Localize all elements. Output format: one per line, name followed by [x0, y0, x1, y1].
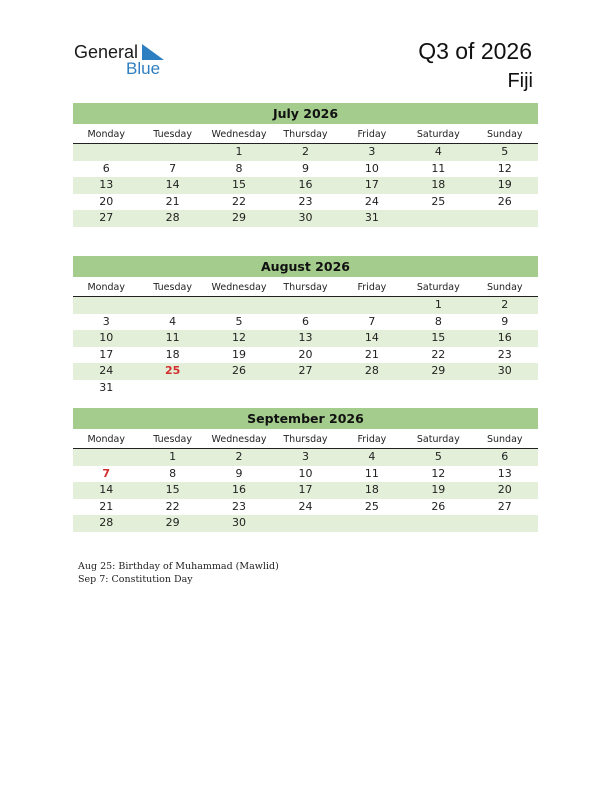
day-cell: 22 — [165, 499, 180, 513]
holiday-note: Sep 7: Constitution Day — [78, 574, 193, 585]
day-cell: 19 — [497, 178, 512, 191]
day-cell — [73, 297, 139, 314]
day-cell: 19 — [232, 347, 247, 361]
day-cell: 8 — [235, 161, 243, 175]
day-cell — [139, 380, 205, 397]
holiday-day-cell: 25 — [164, 364, 181, 377]
day-cell — [272, 297, 338, 314]
day-cell: 18 — [364, 483, 379, 496]
weekday-header-row — [73, 279, 538, 297]
day-cell: 12 — [232, 331, 247, 344]
week-row — [73, 210, 538, 227]
week-row — [73, 297, 538, 314]
week-row — [73, 363, 538, 380]
day-cell: 23 — [232, 499, 247, 513]
day-cell: 6 — [301, 314, 309, 328]
day-cell: 20 — [99, 194, 114, 208]
day-cell: 16 — [232, 483, 247, 496]
month-header: September 2026 — [73, 408, 538, 429]
day-cell: 26 — [431, 499, 446, 513]
day-cell: 18 — [431, 178, 446, 191]
day-cell: 26 — [497, 194, 512, 208]
day-cell: 27 — [497, 499, 512, 513]
day-cell: 21 — [364, 347, 379, 361]
weekday-label: Wednesday — [211, 129, 267, 140]
weekday-label: Tuesday — [153, 282, 192, 293]
weeks-container — [73, 297, 538, 396]
day-cell: 29 — [165, 516, 180, 529]
week-row — [73, 482, 538, 499]
weekday-label: Wednesday — [211, 434, 267, 445]
day-cell: 17 — [99, 347, 114, 361]
week-row — [73, 380, 538, 397]
day-cell: 28 — [99, 516, 114, 529]
day-cell: 8 — [169, 466, 177, 480]
country-name: Fiji — [507, 70, 533, 92]
weekday-label: Sunday — [486, 129, 523, 140]
day-cell: 12 — [431, 466, 446, 480]
day-cell: 13 — [99, 178, 114, 191]
day-cell: 7 — [169, 161, 177, 175]
day-cell: 1 — [434, 298, 442, 311]
day-cell: 10 — [364, 161, 379, 175]
weekday-label: Monday — [87, 282, 125, 293]
day-cell: 15 — [165, 483, 180, 496]
day-cell: 22 — [232, 194, 247, 208]
day-cell: 14 — [165, 178, 180, 191]
day-cell: 6 — [501, 450, 509, 463]
weekday-label: Tuesday — [153, 434, 192, 445]
day-cell: 23 — [497, 347, 512, 361]
day-cell: 28 — [165, 211, 180, 224]
day-cell: 24 — [99, 364, 114, 377]
holiday-note: Aug 25: Birthday of Muhammad (Mawlid) — [78, 561, 279, 572]
month-calendar-july — [73, 103, 538, 227]
weekday-header-row — [73, 431, 538, 449]
day-cell: 25 — [431, 194, 446, 208]
day-cell: 24 — [298, 499, 313, 513]
day-cell: 1 — [169, 450, 177, 463]
day-cell — [339, 297, 405, 314]
day-cell — [139, 297, 205, 314]
day-cell: 7 — [368, 314, 376, 328]
day-cell: 22 — [431, 347, 446, 361]
month-header: August 2026 — [73, 256, 538, 277]
day-cell: 31 — [99, 380, 114, 394]
page-title: Q3 of 2026 — [418, 38, 532, 64]
weekday-label: Thursday — [283, 434, 328, 445]
day-cell: 11 — [431, 161, 446, 175]
weekday-label: Thursday — [283, 129, 328, 140]
day-cell: 3 — [301, 450, 309, 463]
day-cell: 25 — [364, 499, 379, 513]
day-cell — [472, 515, 538, 532]
day-cell — [472, 380, 538, 397]
day-cell: 15 — [431, 331, 446, 344]
day-cell: 31 — [364, 211, 379, 224]
day-cell: 5 — [235, 314, 243, 328]
day-cell: 2 — [501, 298, 509, 311]
day-cell: 8 — [434, 314, 442, 328]
week-row — [73, 347, 538, 364]
day-cell: 3 — [102, 314, 110, 328]
weekday-label: Wednesday — [211, 282, 267, 293]
day-cell: 29 — [232, 211, 247, 224]
day-cell: 14 — [99, 483, 114, 496]
generalblue-logo — [74, 42, 174, 78]
day-cell — [206, 297, 272, 314]
weekday-header-row — [73, 126, 538, 144]
day-cell: 21 — [99, 499, 114, 513]
day-cell: 10 — [99, 331, 114, 344]
day-cell — [339, 380, 405, 397]
day-cell: 14 — [364, 331, 379, 344]
day-cell: 13 — [497, 466, 512, 480]
week-row — [73, 330, 538, 347]
day-cell: 9 — [235, 466, 243, 480]
day-cell: 29 — [431, 364, 446, 377]
day-cell: 3 — [368, 145, 376, 158]
day-cell: 2 — [235, 450, 243, 463]
day-cell: 10 — [298, 466, 313, 480]
day-cell: 4 — [169, 314, 177, 328]
day-cell: 28 — [364, 364, 379, 377]
weekday-label: Friday — [357, 282, 387, 293]
day-cell: 24 — [364, 194, 379, 208]
day-cell: 16 — [298, 178, 313, 191]
day-cell: 20 — [298, 347, 313, 361]
day-cell: 19 — [431, 483, 446, 496]
day-cell — [272, 515, 338, 532]
week-row — [73, 314, 538, 331]
day-cell: 13 — [298, 331, 313, 344]
weekday-label: Friday — [357, 434, 387, 445]
holiday-day-cell: 7 — [102, 466, 111, 480]
day-cell — [405, 210, 471, 227]
day-cell: 16 — [497, 331, 512, 344]
day-cell — [73, 449, 139, 466]
week-row — [73, 144, 538, 161]
day-cell: 6 — [102, 161, 110, 175]
day-cell — [339, 515, 405, 532]
weekday-label: Sunday — [486, 434, 523, 445]
weekday-label: Saturday — [416, 129, 460, 140]
month-header: July 2026 — [73, 103, 538, 124]
weekday-label: Saturday — [416, 282, 460, 293]
day-cell: 23 — [298, 194, 313, 208]
day-cell: 30 — [232, 516, 247, 529]
day-cell: 4 — [368, 450, 376, 463]
day-cell: 30 — [497, 364, 512, 377]
day-cell: 20 — [497, 483, 512, 496]
week-row — [73, 466, 538, 483]
day-cell: 5 — [434, 450, 442, 463]
day-cell — [472, 210, 538, 227]
weekday-label: Saturday — [416, 434, 460, 445]
week-row — [73, 449, 538, 466]
day-cell: 27 — [298, 364, 313, 377]
logo-text-blue: Blue — [126, 59, 161, 78]
day-cell — [405, 515, 471, 532]
day-cell: 11 — [165, 331, 180, 344]
week-row — [73, 515, 538, 532]
day-cell — [139, 144, 205, 161]
day-cell: 21 — [165, 194, 180, 208]
day-cell: 9 — [301, 161, 309, 175]
weekday-label: Sunday — [486, 282, 523, 293]
logo-text-general: General — [74, 42, 139, 62]
weekday-label: Monday — [87, 434, 125, 445]
day-cell — [405, 380, 471, 397]
day-cell: 1 — [235, 145, 243, 158]
month-calendar-september — [73, 408, 538, 532]
weekday-label: Tuesday — [153, 129, 192, 140]
day-cell: 12 — [497, 161, 512, 175]
week-row — [73, 161, 538, 178]
day-cell: 9 — [501, 314, 509, 328]
month-calendar-august — [73, 256, 538, 396]
day-cell: 2 — [301, 145, 309, 158]
logo-triangle-icon — [142, 44, 164, 60]
day-cell: 4 — [434, 145, 442, 158]
week-row — [73, 499, 538, 516]
weekday-label: Friday — [357, 129, 387, 140]
day-cell: 17 — [298, 483, 313, 496]
day-cell: 27 — [99, 211, 114, 224]
day-cell: 18 — [165, 347, 180, 361]
day-cell: 26 — [232, 364, 247, 377]
day-cell: 30 — [298, 211, 313, 224]
weekday-label: Monday — [87, 129, 125, 140]
weekday-label: Thursday — [283, 282, 328, 293]
holiday-notes — [78, 560, 279, 586]
day-cell: 15 — [232, 178, 247, 191]
weeks-container — [73, 144, 538, 227]
day-cell — [73, 144, 139, 161]
day-cell: 11 — [364, 466, 379, 480]
weeks-container — [73, 449, 538, 532]
day-cell: 17 — [364, 178, 379, 191]
week-row — [73, 194, 538, 211]
day-cell: 5 — [501, 145, 509, 158]
day-cell — [206, 380, 272, 397]
day-cell — [272, 380, 338, 397]
week-row — [73, 177, 538, 194]
